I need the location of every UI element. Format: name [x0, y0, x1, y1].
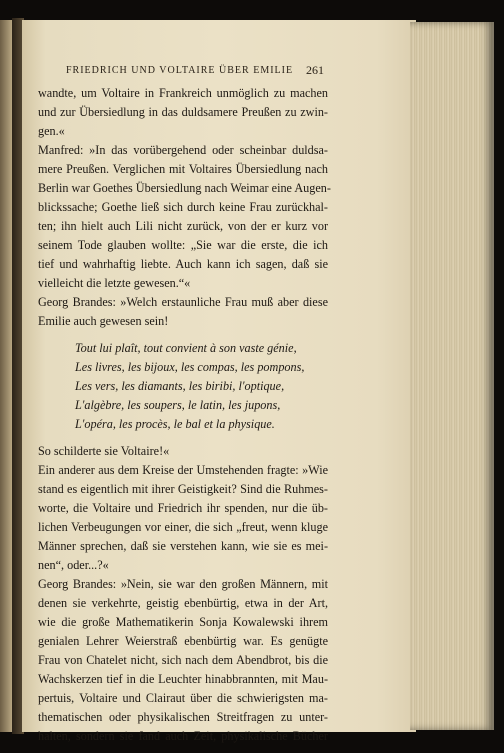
- text-line: lichen Verbeugungen vor einer, die sich „freut, wenn kluge: [38, 520, 328, 534]
- verse-line: L'algèbre, les soupers, le latin, les jupons,: [75, 398, 281, 412]
- text-line: Männer sprechen, daß sie verstehen kann, wie sie es mei-: [38, 539, 328, 553]
- running-header: FRIEDRICH UND VOLTAIRE ÜBER EMILIE: [66, 65, 294, 76]
- text-line: seinem Tode glauben wollte: „Sie war die erste, die ich: [38, 238, 328, 252]
- text-line: Manfred: »In das vorübergehend oder scheinbar duldsa-: [38, 143, 328, 157]
- text-line: Ein anderer aus dem Kreise der Umstehenden fragte: »Wie: [38, 463, 328, 477]
- text-line: Wachskerzen tief in die Leuchter hinabbrannten, mit Mau-: [38, 672, 328, 686]
- text-line: wie die große Mathematikerin Sonja Kowalewski ihrem: [38, 615, 328, 629]
- text-line: Georg Brandes: »Nein, sie war den großen Männern, mit: [38, 577, 328, 591]
- text-line: Berlin war Goethes Übersiedlung nach Weimar eine Augen-: [38, 181, 331, 195]
- text-line: mere Preußen. Verglichen mit Voltaires Übersiedlung nach: [38, 162, 328, 176]
- text-line: nen“, oder...?«: [38, 558, 109, 572]
- facing-page-edge: [0, 20, 12, 732]
- text-line: halten, sondern sie fand auch Zeit, physikalische Bücher: [38, 729, 328, 743]
- text-line: pertuis, Voltaire und Clairaut über die schwierigsten ma-: [38, 691, 328, 705]
- text-line: So schilderte sie Voltaire!«: [38, 444, 170, 458]
- text-line: wandte, um Voltaire in Frankreich unmöglich zu machen: [38, 86, 328, 100]
- text-line: Frau von Chatelet nicht, sich nach dem Abendbrot, bis die: [38, 653, 328, 667]
- text-line: blickssache; Goethe ließ sich durch keine Frau zurückhal-: [38, 200, 328, 214]
- text-line: genialen Lehrer Weierstraß ebenbürtig war. Es genügte: [38, 634, 328, 648]
- verse-line: Les livres, les bijoux, les compas, les pompons,: [75, 360, 305, 374]
- text-line: Georg Brandes: »Welch erstaunliche Frau muß aber diese: [38, 295, 328, 309]
- text-line: ten; ihn hielt auch Lili nicht zurück, von der er kurz vor: [38, 219, 328, 233]
- text-line: stand es eigentlich mit ihrer Geistigkeit? Sind die Ruhmes-: [38, 482, 328, 496]
- text-line: denen sie verkehrte, geistig ebenbürtig, etwa in der Art,: [38, 596, 328, 610]
- verse-line: Les vers, les diamants, les biribi, l'optique,: [75, 379, 285, 393]
- text-line: worte, die Voltaire und Friedrich ihr spenden, nur die üb-: [38, 501, 328, 515]
- page-number: 261: [306, 63, 324, 77]
- text-line: und zur Übersiedlung in das duldsamere Preußen zu zwin-: [38, 105, 328, 119]
- text-line: thematischen oder physikalischen Streitfragen zu unter-: [38, 710, 328, 724]
- verse-line: L'opéra, les procès, le bal et la physique.: [75, 417, 275, 431]
- verse-line: Tout lui plaît, tout convient à son vaste génie,: [75, 341, 297, 355]
- text-line: gen.«: [38, 124, 65, 138]
- text-line: vielleicht die letzte gewesen.“«: [38, 276, 191, 290]
- text-line: tief und wahrhaftig liebte. Auch kann ich sagen, daß sie: [38, 257, 328, 271]
- page-stack-edges: [410, 22, 494, 730]
- text-line: Emilie auch gewesen sein!: [38, 314, 169, 328]
